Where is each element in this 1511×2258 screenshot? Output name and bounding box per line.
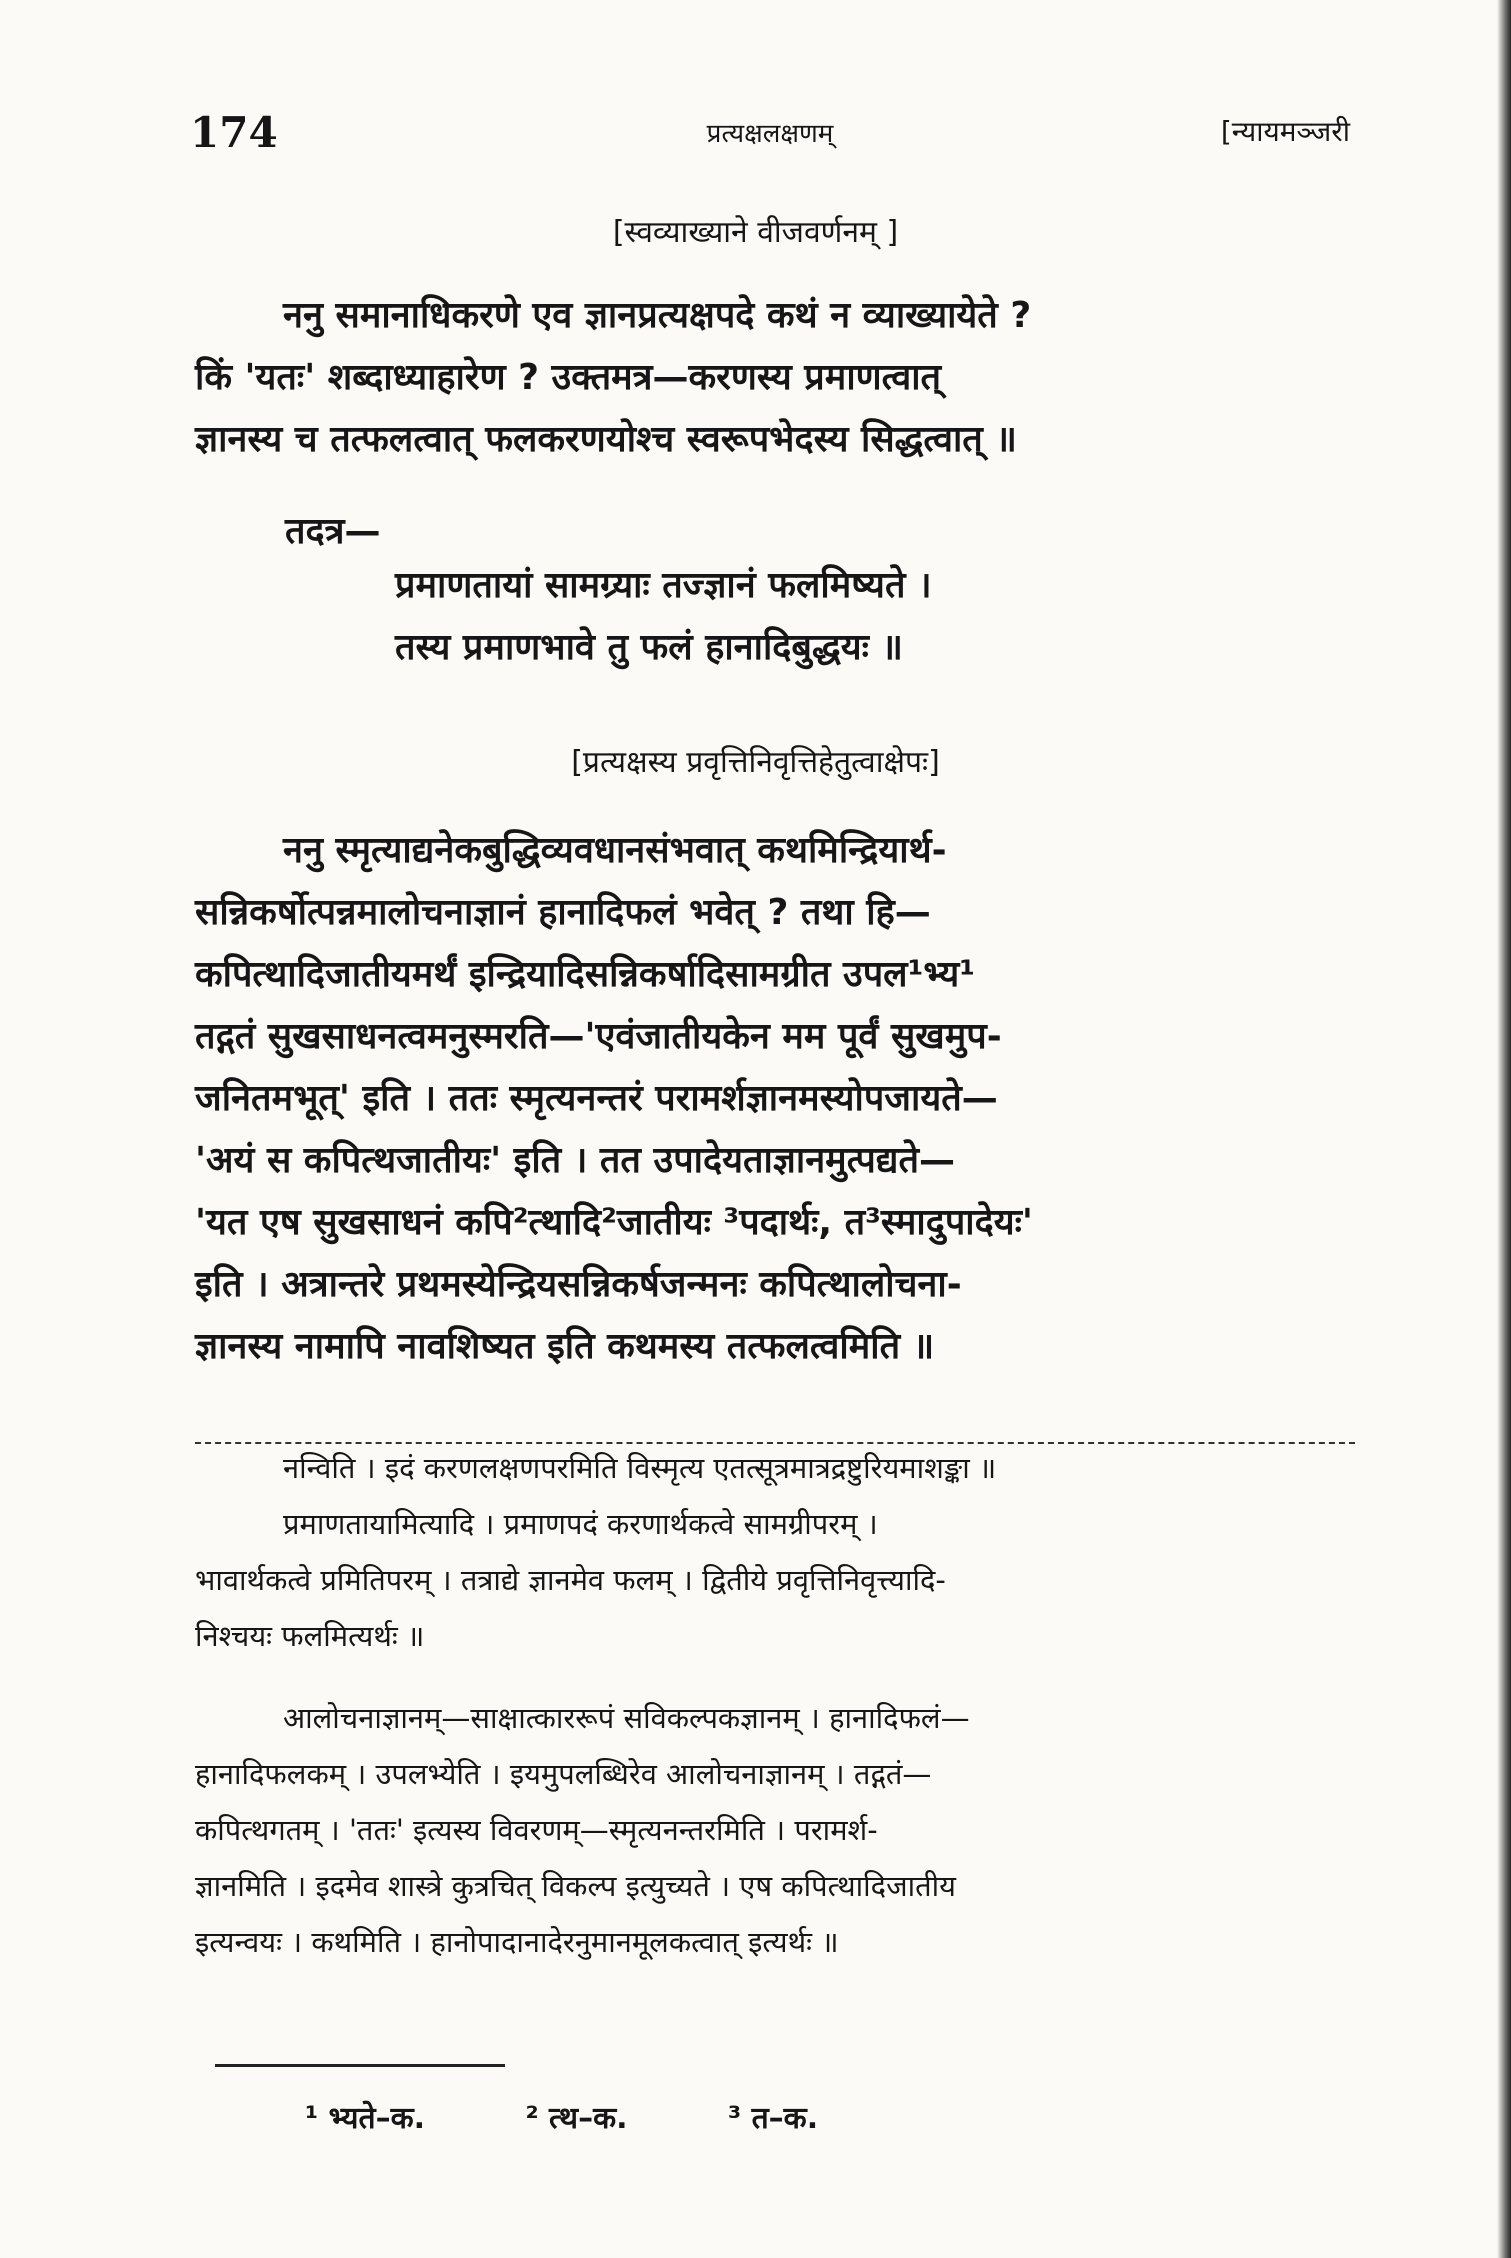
verse-line: प्रमाणतायां सामग्र्याः तज्ज्ञानं फलमिष्यते । bbox=[395, 565, 932, 606]
page-number: 174 bbox=[190, 108, 278, 157]
commentary-block-1 bbox=[195, 1440, 1360, 1664]
footnote-3: ³ त–क. bbox=[727, 2101, 819, 2136]
paragraph-1 bbox=[195, 285, 1360, 471]
page-header bbox=[190, 108, 1350, 168]
text-line: ननु समानाधिकरणे एव ज्ञानप्रत्यक्षपदे कथं न व्याख्यायेते ? bbox=[283, 295, 1032, 336]
text-line: इति । अत्रान्तरे प्रथमस्येन्द्रियसन्निकर्षजन्मनः कपित्थालोचना- bbox=[195, 1264, 962, 1305]
commentary-line: नन्विति । इदं करणलक्षणपरमिति विस्मृत्य एतत्सूत्रमात्रद्रष्टुरियमाशङ्का ॥ bbox=[283, 1451, 997, 1485]
section-heading-2: [प्रत्यक्षस्य प्रवृत्तिनिवृत्तिहेतुत्वाक्षेपः] bbox=[571, 745, 940, 780]
text-line: किं 'यतः' शब्दाध्याहारेण ? उक्तमत्र—करणस्य प्रमाणत्वात् bbox=[195, 357, 942, 398]
commentary-line: आलोचनाज्ञानम्—साक्षात्काररूपं सविकल्पकज्ञानम् । हानादिफलं— bbox=[283, 1701, 970, 1735]
commentary-line: हानादिफलकम् । उपलभ्येति । इयमुपलब्धिरेव आलोचनाज्ञानम् । तद्गतं— bbox=[195, 1757, 932, 1791]
footnotes bbox=[305, 2096, 908, 2137]
paragraph-2 bbox=[195, 820, 1360, 1378]
section-heading-1: [स्वव्याख्याने वीजवर्णनम् ] bbox=[612, 215, 899, 250]
book-title: [न्यायमञ्जरी bbox=[1220, 115, 1350, 148]
commentary-line: भावार्थकत्वे प्रमितिपरम् । तत्राद्ये ज्ञानमेव फलम् । द्वितीये प्रवृत्तिनिवृत्त्यादि- bbox=[195, 1563, 946, 1597]
verse bbox=[395, 555, 932, 679]
text-line: ज्ञानस्य च तत्फलत्वात् फलकरणयोश्च स्वरूपभेदस्य सिद्धत्वात् ॥ bbox=[195, 419, 1017, 460]
footnote-rule bbox=[215, 2064, 505, 2067]
commentary-line: इत्यन्वयः । कथमिति । हानोपादानादेरनुमानमूलकत्वात् इत्यर्थः ॥ bbox=[195, 1925, 839, 1959]
page-edge-shadow bbox=[1497, 0, 1511, 2258]
text-line: तद्गतं सुखसाधनत्वमनुस्मरति—'एवंजातीयकेन मम पूर्वं सुखमुप- bbox=[195, 1016, 1002, 1057]
text-line: ज्ञानस्य नामापि नावशिष्यत इति कथमस्य तत्फलत्वमिति ॥ bbox=[195, 1326, 935, 1367]
text-line: सन्निकर्षोत्पन्नमालोचनाज्ञानं हानादिफलं भवेत् ? तथा हि— bbox=[195, 892, 931, 933]
footnote-2: ² त्थ–क. bbox=[525, 2101, 628, 2136]
tadatra-line: तदत्र— bbox=[285, 511, 381, 552]
text-line: 'यत एष सुखसाधनं कपि²त्थादि²जातीयः ³पदार्थः, त³स्मादुपादेयः' bbox=[195, 1202, 1033, 1243]
commentary-line: प्रमाणतायामित्यादि । प्रमाणपदं करणार्थकत्वे सामग्रीपरम् । bbox=[283, 1507, 878, 1541]
text-line: 'अयं स कपित्थजातीयः' इति । तत उपादेयताज्ञानमुत्पद्यते— bbox=[195, 1140, 956, 1181]
text-line: कपित्थादिजातीयमर्थं इन्द्रियादिसन्निकर्षादिसामग्रीत उपल¹भ्य¹ bbox=[195, 954, 975, 995]
commentary-line: कपित्थगतम् । 'ततः' इत्यस्य विवरणम्—स्मृत्यनन्तरमिति । परामर्श- bbox=[195, 1813, 878, 1847]
text-line: जनितमभूत्' इति । ततः स्मृत्यनन्तरं परामर्शज्ञानमस्योपजायते— bbox=[195, 1078, 998, 1119]
commentary-block-2 bbox=[195, 1690, 1360, 1970]
commentary-line: ज्ञानमिति । इदमेव शास्त्रे कुत्रचित् विकल्प इत्युच्यते । एष कपित्थादिजातीय bbox=[195, 1869, 956, 1903]
commentary-line: निश्चयः फलमित्यर्थः ॥ bbox=[195, 1619, 425, 1653]
footnote-1: ¹ भ्यते–क. bbox=[305, 2101, 426, 2136]
running-title: प्रत्यक्षलक्षणम् bbox=[706, 119, 834, 149]
verse-line: तस्य प्रमाणभावे तु फलं हानादिबुद्धयः ॥ bbox=[395, 627, 903, 668]
text-line: ननु स्मृत्याद्यनेकबुद्धिव्यवधानसंभवात् कथमिन्द्रियार्थ- bbox=[283, 830, 947, 871]
